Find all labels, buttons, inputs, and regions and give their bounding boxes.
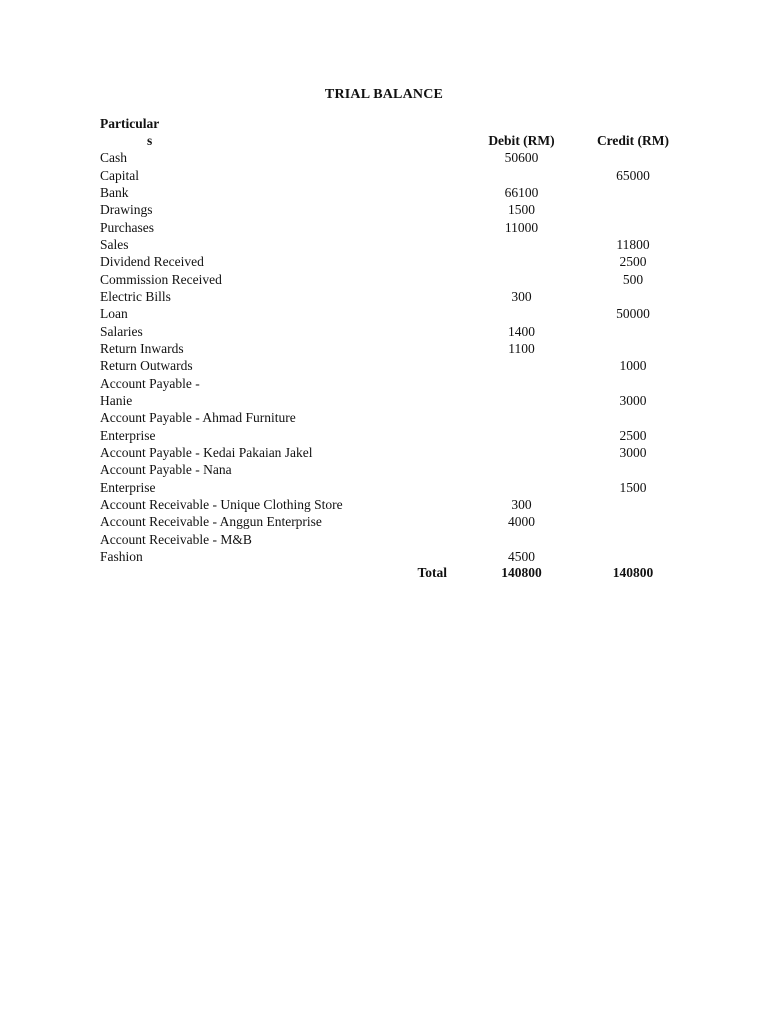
table-row [93,444,688,461]
table-row [93,479,688,496]
row-particular: Drawings [100,202,153,218]
row-credit: 3000 [619,445,647,461]
row-particular: Hanie [100,392,133,408]
header-particulars-line2: s [147,133,153,148]
row-debit [465,531,578,548]
row-debit [465,305,578,322]
row-particular: Return Inwards [100,340,184,356]
row-credit [578,374,688,391]
row-credit: 1500 [619,479,647,495]
header-particulars-line1: Particular [100,116,160,131]
row-credit [578,496,688,513]
row-debit: 300 [511,497,532,513]
row-credit: 3000 [619,392,647,408]
row-credit: 50000 [616,306,650,322]
row-particular: Account Payable - Ahmad Furniture [100,410,296,426]
row-debit [465,253,578,270]
table-row [93,305,688,322]
row-credit [578,531,688,548]
row-particular: Dividend Received [100,254,204,270]
row-debit [465,166,578,183]
row-particular: Enterprise [100,479,156,495]
row-particular: Salaries [100,323,143,339]
table-header-row [93,115,688,149]
table-row [93,218,688,235]
row-particular: Account Payable - Nana [100,462,232,478]
row-particular: Commission Received [100,271,222,287]
table-row [93,322,688,339]
table-row [93,531,688,548]
row-credit: 2500 [619,427,647,443]
table-row [93,149,688,166]
trial-balance-table [93,115,688,581]
table-row [93,461,688,478]
row-particular: Fashion [100,549,143,565]
table-row [93,513,688,530]
row-credit [578,184,688,201]
document-title: TRIAL BALANCE [324,87,444,102]
total-row [93,565,688,581]
row-debit [465,270,578,287]
row-debit: 50600 [504,150,539,166]
table-row [93,270,688,287]
table-row [93,340,688,357]
row-particular: Electric Bills [100,288,171,304]
table-row [93,496,688,513]
row-particular: Bank [100,184,129,200]
row-particular: Enterprise [100,427,156,443]
table-row [93,374,688,391]
row-credit [578,461,688,478]
row-particular: Sales [100,236,129,252]
row-debit: 4000 [508,514,535,530]
row-debit: 1500 [508,202,535,218]
row-debit: 1400 [508,323,535,339]
row-particular: Loan [100,306,128,322]
row-debit [465,479,578,496]
row-debit: 4500 [508,549,535,565]
table-row [93,427,688,444]
row-debit [465,444,578,461]
row-debit: 300 [511,288,532,304]
table-row [93,548,688,565]
table-row [93,166,688,183]
row-particular: Account Receivable - Anggun Enterprise [100,514,322,530]
row-debit: 66100 [504,184,539,200]
row-particular: Capital [100,167,139,183]
header-particulars [93,115,465,149]
row-debit: 11000 [504,219,539,235]
table-row [93,409,688,426]
table-row [93,357,688,374]
row-credit [578,322,688,339]
row-credit: 2500 [619,254,647,270]
table-row [93,184,688,201]
row-particular: Return Outwards [100,358,193,374]
table-row [93,236,688,253]
table-row [93,392,688,409]
row-credit: 500 [622,271,644,287]
table-row [93,288,688,305]
row-particular: Cash [100,150,127,166]
total-debit: 140800 [501,565,542,581]
row-credit [578,288,688,305]
table-row [93,253,688,270]
row-credit: 1000 [619,358,647,374]
row-debit [465,409,578,426]
row-credit [578,218,688,235]
row-credit: 11800 [616,236,650,252]
row-particular: Account Payable - [100,375,200,391]
table-row [93,201,688,218]
header-debit: Debit (RM) [488,133,555,148]
row-debit [465,374,578,391]
row-particular: Account Payable - Kedai Pakaian Jakel [100,445,313,461]
row-credit [578,548,688,565]
row-debit [465,427,578,444]
row-debit [465,236,578,253]
row-debit: 1100 [508,340,535,356]
row-debit [465,392,578,409]
row-debit [465,357,578,374]
row-credit [578,149,688,166]
total-credit: 140800 [612,565,654,581]
table-body [93,149,688,565]
row-credit: 65000 [616,167,650,183]
row-credit [578,513,688,530]
total-label: Total [417,565,447,581]
row-particular: Account Receivable - M&B [100,531,252,547]
row-particular: Account Receivable - Unique Clothing Store [100,497,343,513]
header-credit: Credit (RM) [596,133,670,148]
row-credit [578,409,688,426]
row-credit [578,340,688,357]
row-debit [465,461,578,478]
row-credit [578,201,688,218]
row-particular: Purchases [100,219,154,235]
